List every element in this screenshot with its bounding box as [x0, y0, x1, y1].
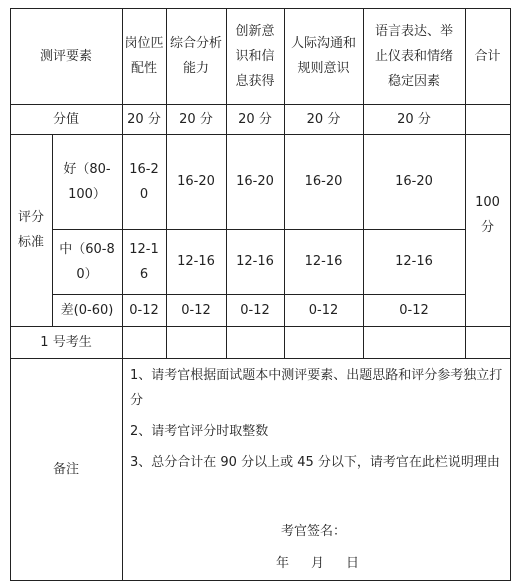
candidate-score-2[interactable]: [166, 326, 226, 358]
header-element: 测评要素: [39, 48, 92, 64]
candidate-score-3[interactable]: [226, 326, 284, 358]
remark-item-3: 3、总分合计在 90 分以上或 45 分以下，请考官在此栏说明理由: [130, 455, 500, 470]
level-poor-range-1: 0-12: [129, 302, 159, 318]
date-day: 日: [346, 556, 360, 571]
level-good-range-3: 16-20: [236, 174, 274, 189]
level-good-range-5: 16-20: [395, 174, 433, 189]
header-criterion-1: 岗位匹配性: [124, 36, 164, 76]
level-mid-range-2: 12-16: [177, 254, 215, 269]
level-poor-range-4: 0-12: [308, 302, 339, 318]
level-poor-range-5: 0-12: [399, 302, 429, 318]
remark-item-2: 2、请考官评分时取整数: [130, 424, 269, 439]
remarks-label: 备注: [52, 461, 79, 477]
header-criterion-5: 语言表达、举止仪表和情绪稳定因素: [374, 23, 453, 89]
score-value-3: 20 分: [238, 111, 272, 127]
level-good-label: 好（80-100）: [63, 161, 111, 202]
header-criterion-2: 综合分析能力: [170, 36, 223, 76]
standard-label: 评分标准: [18, 210, 45, 250]
candidate-label: 1 号考生: [40, 334, 92, 350]
date-month: 月: [311, 556, 325, 571]
header-criterion-3: 创新意识和信息获得: [235, 23, 275, 89]
level-good-range-4: 16-20: [304, 174, 343, 189]
level-mid-range-3: 12-16: [236, 254, 274, 269]
score-value-4: 20 分: [306, 111, 341, 127]
candidate-score-5[interactable]: [363, 326, 465, 358]
candidate-total[interactable]: [465, 326, 510, 358]
signature-label: 考官签名：: [281, 524, 347, 539]
level-mid-range-5: 12-16: [395, 254, 433, 269]
level-poor-range-2: 0-12: [181, 302, 211, 318]
level-mid-range-4: 12-16: [304, 254, 343, 269]
header-criterion-4: 人际沟通和规则意识: [290, 36, 356, 76]
score-label: 分值: [52, 111, 79, 127]
level-mid-label: 中（60-80）: [59, 241, 115, 282]
total-score: 100分: [475, 195, 500, 235]
header-total: 合计: [474, 48, 501, 64]
level-mid-range-1: 12-16: [129, 241, 159, 282]
remark-item-1: 1、请考官根据面试题本中测评要素、出题思路和评分参考独立打分: [130, 368, 503, 408]
date-year: 年: [276, 556, 290, 571]
candidate-score-4[interactable]: [284, 326, 363, 358]
level-poor-label: 差(0-60): [60, 302, 114, 318]
score-value-2: 20 分: [179, 111, 213, 127]
level-good-range-2: 16-20: [177, 174, 215, 189]
score-value-1: 20 分: [127, 111, 161, 127]
level-poor-range-3: 0-12: [240, 302, 270, 318]
candidate-score-1[interactable]: [122, 326, 166, 358]
remarks-notes: [130, 363, 510, 475]
level-good-range-1: 16-20: [129, 161, 159, 202]
score-value-5: 20 分: [397, 111, 431, 127]
